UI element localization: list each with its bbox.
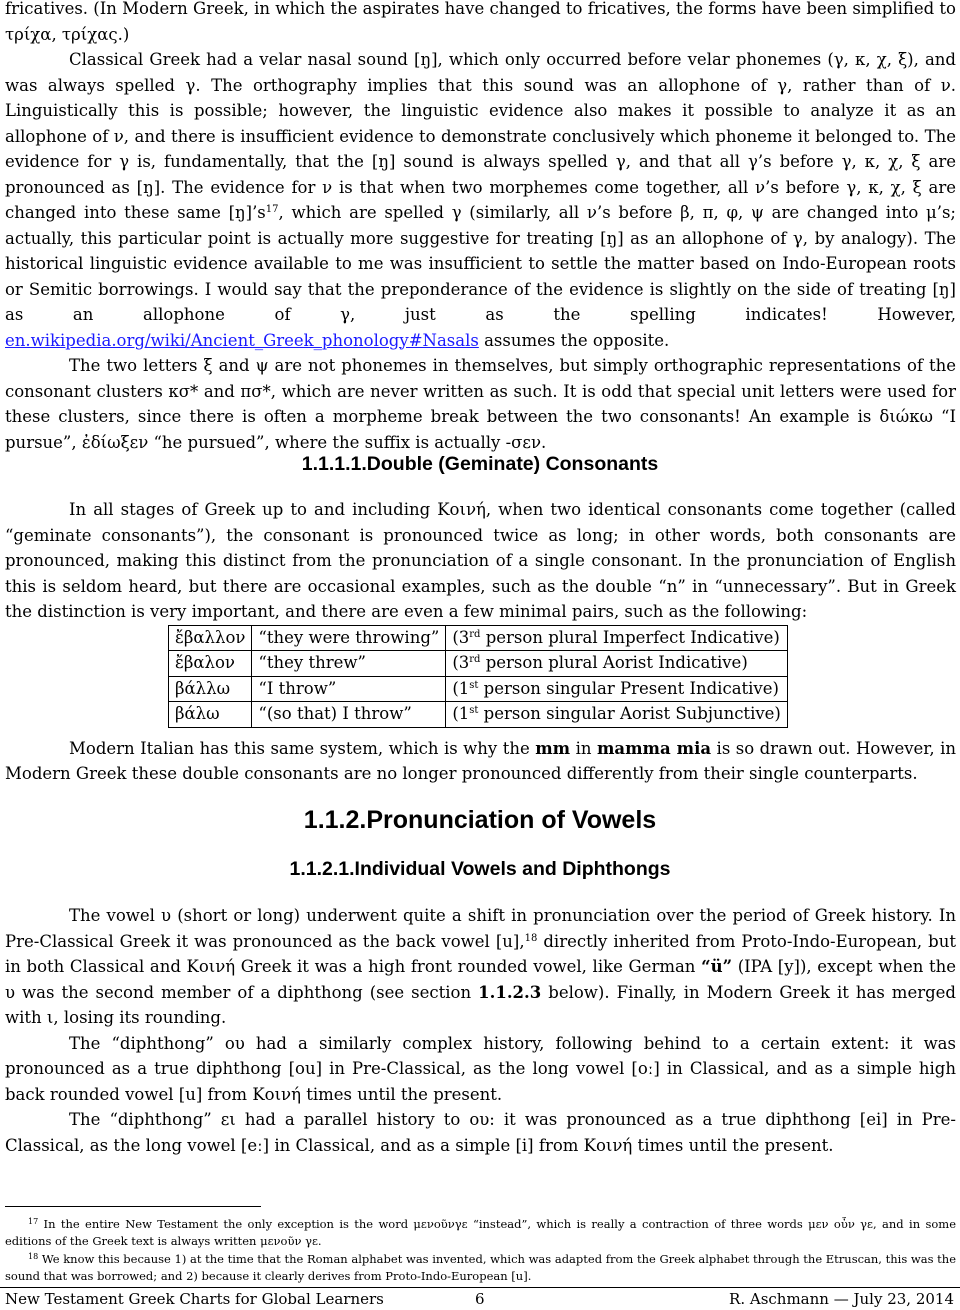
greek-form: ἔβαλλον [169, 625, 252, 651]
gloss: “(so that) I throw” [252, 702, 446, 728]
heading-pronunciation-vowels: 1.1.2.Pronunciation of Vowels [303, 806, 657, 834]
velar-nasal-text-c: assumes the opposite. [478, 330, 670, 350]
velar-nasal-text-a: Classical Greek had a velar nasal sound [ŋ], which only occurred before velar phonemes (γ, κ, χ, ξ), and was always spelled γ. The orthography implies that this sound was an allophone of γ, rather than of ν. Linguistically this is possible; however, the linguistic evidence also makes it possible to analyze it as an allophone of ν, and there is insufficient evidence to demonstrate conclusively which phoneme it belonged to. The evidence for γ is, fundamentally, that the [ŋ] sound is always spelled γ, and that all γ’s before γ, κ, χ, ξ are pronounced as [ŋ]. The evidence for ν is that when two morphemes come together, all ν’s before γ, κ, χ, ξ are changed into these same [ŋ]’s [5, 50, 956, 222]
grammar-description: (1st person singular Present Indicative) [446, 676, 788, 702]
wikipedia-link[interactable]: en.wikipedia.org/wiki/Ancient_Greek_phonology#Nasals [5, 330, 479, 350]
greek-form: ἔβαλον [169, 651, 252, 677]
paragraph-ou-diphthong: The “diphthong” ου had a similarly complex history, following behind to a certain extent: it was pronounced as a true diphthong [ou] in Pre-Classical, as the long vowel [oː] in Classical, and as a simple high back rounded vowel [u] from Κοινή times until the present. [5, 1033, 956, 1104]
section-reference: 1.1.2.3 [478, 982, 542, 1002]
paragraph-ei-diphthong: The “diphthong” ει had a parallel history to ου: it was pronounced as a true diphthong [ei] in Pre-Classical, as the long vowel [eː] in Classical, and as a simple [i] from Κοινή times until the present. [5, 1110, 956, 1155]
velar-nasal-text-b: , which are spelled γ (similarly, all ν’s before β, π, φ, ψ are changed into μ’s; actually, this particular point is actually more suggestive for treating [ŋ] as an allophone of γ, by analogy). The historical linguistic evidence available to me was insufficient to settle the matter based on Indo-European roots or Semitic borrowings. I would say that the preponderance of the evidence is slightly on the side of treating [ŋ] as an allophone of γ, just as the spelling indicates! However, [5, 203, 956, 324]
geminate-section [5, 497, 956, 787]
grammar-description: (3rd person plural Aorist Indicative) [446, 651, 788, 677]
footer-author-date: R. Aschmann — July 23, 2014 [729, 1290, 954, 1308]
paragraph-xi-psi: The two letters ξ and ψ are not phonemes in themselves, but simply orthographic representations of the consonant clusters κσ* and πσ*, which are never written as such. It is odd that special unit letters were used for these clusters, since there is often a morpheme break between the two consonants! An example is διώκω “I pursue”, ἐδίωξεν “he pursued”, where the suffix is actually -σεν. [5, 356, 956, 452]
grammar-description: (3rd person plural Imperfect Indicative) [446, 625, 788, 651]
gloss: “I throw” [252, 676, 446, 702]
footer-page-number: 6 [475, 1290, 485, 1308]
greek-form: βάλω [169, 702, 252, 728]
greek-form: βάλλω [169, 676, 252, 702]
gloss: “they threw” [252, 651, 446, 677]
gloss: “they were throwing” [252, 625, 446, 651]
minimal-pairs-table [168, 625, 788, 728]
paragraph-fricatives: fricatives. (In Modern Greek, in which the aspirates have changed to fricatives, the forms have been simplified to τρίχα, τρίχας.) [5, 0, 956, 44]
footnote-ref-18[interactable]: 18 [524, 932, 538, 944]
table-row [169, 702, 788, 728]
grammar-description: (1st person singular Aorist Subjunctive) [446, 702, 788, 728]
paragraph-upsilon: The vowel υ (short or long) underwent quite a shift in pronunciation over the period of Greek history. In Pre-Classical Greek it was pronounced as the back vowel [u],$^{18}$ directly inherited from Proto-Indo-European, but in both Classical and Κοινή Greek it was a high front rounded vowel, like German “ü” (IPA [y]), except when the υ was the second member of a diphthong (see section 1.1.2.3 below). Finally, in Modern Greek it has merged with ι, losing its rounding. [5, 906, 956, 1027]
bold-mm: mm [535, 738, 571, 758]
footnote-18: $^{18}$ We know this because 1) at the time that the Roman alphabet was invented, which was adapted from the Greek alphabet through the Etruscan, this was the sound that was borrowed; and 2) because it clearly derives from Proto-Indo-European [u]. [5, 1252, 956, 1283]
bold-mamma-mia: mamma mia [596, 738, 712, 758]
top-text-block [5, 0, 956, 455]
table-row [169, 651, 788, 677]
footer-title: New Testament Greek Charts for Global Learners [5, 1290, 384, 1308]
heading-geminate-consonants: 1.1.1.1.Double (Geminate) Consonants [301, 453, 659, 475]
footnote-ref-17[interactable]: 17 [265, 204, 279, 215]
table-row [169, 625, 788, 651]
footer-separator [0, 1287, 960, 1288]
paragraph-geminate-intro: In all stages of Greek up to and including Κοινή, when two identical consonants come together (called “geminate consonants”), the consonant is pronounced twice as long; in other words, both consonants are pronounced, making this distinct from the pronunciation of a single consonant. In the pronunciation of English this is seldom heard, but there are occasional examples, such as the double “n” in “unnecessary”. But in Greek the distinction is very important, and there are even a few minimal pairs, such as the following: [5, 500, 956, 621]
vowels-section [5, 903, 956, 1158]
footnote-separator [5, 1206, 261, 1207]
table-row [169, 676, 788, 702]
paragraph-velar-nasal [5, 47, 956, 353]
paragraph-italian: Modern Italian has this same system, which is why the mm in mamma mia is so drawn out. However, in Modern Greek these double consonants are no longer pronounced differently from their single counterparts. [5, 738, 956, 783]
footnote-17: $^{17}$ In the entire New Testament the only exception is the word μενοῦνγε “instead”, which is really a contraction of three words μεν οὖν γε, and in some editions of the Greek text is always written μενοῦν γε. [5, 1217, 956, 1248]
heading-individual-vowels: 1.1.2.1.Individual Vowels and Diphthongs [289, 858, 671, 880]
